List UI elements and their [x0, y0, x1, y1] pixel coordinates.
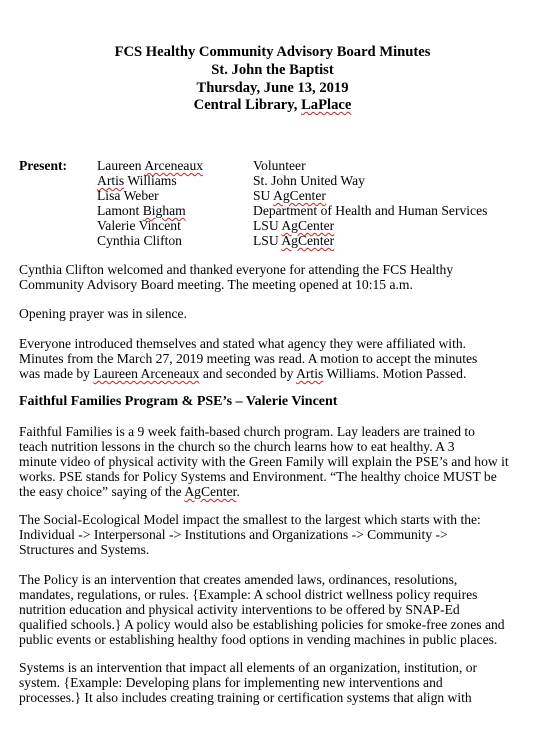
policy-paragraph: The Policy is an intervention that creates amended laws, ordinances, resolutions, mandates, regulations, or rules. {Example: A school district wellness policy requires nutrition education and physical activity interventions to be offered by SNAP-Ed qualified schools.} A policy would also be establishing policies for smoke-free zones and public events or establishing healthy food options in vending machines in public places.: [19, 572, 505, 647]
systems-paragraph: Systems is an intervention that impact all elements of an organization, institution, or system. {Example: Developing plans for implementing new interventions and processes.} It also includes creating training or certification systems that align with: [19, 660, 478, 705]
attendee-name: Lamont Bigham: [97, 203, 186, 218]
attendee-org: Volunteer: [253, 158, 306, 173]
welcome-paragraph: Cynthia Clifton welcomed and thanked everyone for attending the FCS Healthy Community Advisory Board meeting. The meeting opened at 10:15 a.m.: [19, 262, 454, 292]
attendee-orgs: [253, 158, 487, 248]
attendee-name: Laureen Arceneaux: [97, 158, 204, 173]
attendee-org: SU AgCenter: [253, 188, 326, 203]
attendee-org: LSU AgCenter: [253, 233, 335, 248]
attendee-org: St. John United Way: [253, 173, 365, 188]
attendee-org: LSU AgCenter: [253, 218, 335, 233]
attendee-name: Cynthia Clifton: [97, 233, 182, 248]
model-paragraph: The Social-Ecological Model impact the smallest to the largest which starts with the: Individual -> Interpersonal -> Institutions and Organizations -> Community -> Structures and Systems.: [19, 512, 481, 557]
meeting-location: [0, 97, 535, 113]
intro-paragraph: Everyone introduced themselves and stated what agency they were affiliated with. Minutes from the March 27, 2019 meeting was read. A motion to accept the minutes was made by Laureen Arceneaux and seconded by Artis Williams. Motion Passed.: [19, 336, 478, 381]
church-name: St. John the Baptist: [211, 62, 334, 78]
faithful-families-paragraph: Faithful Families is a 9 week faith-based church program. Lay leaders are trained to teach nutrition lessons in the church so the church learns how to eat healthy. A 3 minute video of physical activity with the Green Family will explain the PSE’s and how it works. PSE stands for Policy Systems and Environment. “The healthy choice MUST be the easy choice” saying of the AgCenter.: [19, 424, 509, 499]
attendee-org: Department of Health and Human Services: [253, 203, 488, 218]
present-label: Present:: [19, 158, 68, 173]
location-name: Central Library,: [193, 97, 302, 113]
meeting-date: Thursday, June 13, 2019: [196, 80, 349, 96]
location-city: LaPlace: [301, 97, 352, 113]
section-heading: Faithful Families Program & PSE’s – Valerie Vincent: [19, 394, 338, 409]
attendee-name: Artis Williams: [97, 173, 177, 188]
attendee-names: [97, 158, 203, 248]
document-title: FCS Healthy Community Advisory Board Minutes: [114, 44, 431, 60]
attendee-name: Valerie Vincent: [97, 218, 181, 233]
attendee-name: Lisa Weber: [97, 188, 159, 203]
prayer-paragraph: Opening prayer was in silence.: [19, 306, 187, 321]
